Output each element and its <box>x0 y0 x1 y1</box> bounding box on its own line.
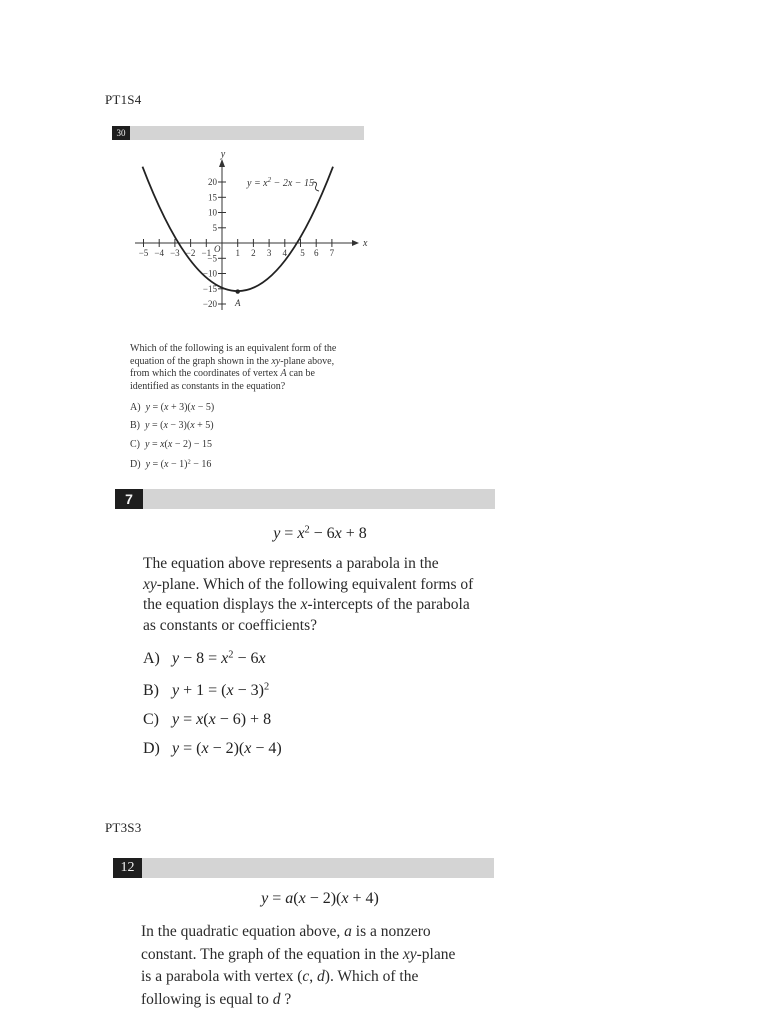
choice-d[interactable]: D) $y = (x - 1)^2 - 16$ <box>130 458 212 470</box>
svg-text:15: 15 <box>208 192 217 203</box>
vertex-point <box>236 289 240 293</box>
curve-equation-label: $y = x^2 - 2x - 15$ <box>247 176 315 189</box>
svg-text:−2: −2 <box>185 248 196 258</box>
question-7-header-bar <box>115 489 495 509</box>
vertex-label: A <box>235 298 241 308</box>
question-12-equation: y = a(x − 2)(x + 4) <box>261 890 379 907</box>
question-number-badge: 7 <box>115 489 143 509</box>
svg-text:−15: −15 <box>202 283 217 294</box>
svg-text:−20: −20 <box>202 299 217 309</box>
svg-text:1: 1 <box>235 248 240 258</box>
y-axis-arrow-icon <box>219 159 225 167</box>
choice-c[interactable]: C) y = x(x − 2) − 15 <box>130 439 212 450</box>
choice-b[interactable]: B) $y + 1 = (x - 3)^2$ <box>143 681 270 699</box>
svg-text:−4: −4 <box>154 248 164 258</box>
question-number-badge: 12 <box>113 858 142 878</box>
section-label-pt1s4: PT1S4 <box>105 92 142 107</box>
question-7-equation: $y = x^2 - 6x + 8$ <box>273 524 367 542</box>
parabola-graph <box>130 145 370 315</box>
svg-text:−5: −5 <box>207 253 217 264</box>
choice-a[interactable]: A) y = (x + 3)(x − 5) <box>130 402 215 413</box>
svg-text:6: 6 <box>313 248 319 258</box>
question-30-header-bar <box>112 126 364 140</box>
choice-c[interactable]: C) y = x(x − 6) + 8 <box>143 711 272 728</box>
choice-b[interactable]: B) y = (x − 3)(x + 5) <box>130 420 214 431</box>
svg-text:5: 5 <box>212 222 217 233</box>
question-12-prompt: In the quadratic equation above, a is a nonzero constant. The graph of the equation in the xy-plane is a parabola with vertex (c, d). Which of the following is equal to d ? <box>141 923 456 1008</box>
y-axis-label: y <box>220 149 226 160</box>
question-number-badge: 30 <box>112 126 130 140</box>
svg-text:2: 2 <box>251 248 256 258</box>
x-axis-arrow-icon <box>352 240 359 246</box>
x-tick-labels <box>139 248 335 258</box>
svg-text:5: 5 <box>300 248 305 258</box>
svg-text:3: 3 <box>266 248 272 258</box>
svg-text:7: 7 <box>329 248 335 258</box>
svg-text:−1: −1 <box>201 248 212 258</box>
origin-label: O <box>214 244 221 254</box>
question-7-prompt: The equation above represents a parabola in the xy-plane. Which of the following equivalent forms of the equation displays the x-intercepts of the parabola as constants or coefficients? <box>143 555 474 634</box>
svg-text:−3: −3 <box>170 248 180 258</box>
svg-text:−5: −5 <box>138 248 149 258</box>
question-12-header-bar <box>113 858 494 878</box>
svg-text:−10: −10 <box>202 268 217 279</box>
x-axis-label: x <box>363 238 368 249</box>
svg-text:20: 20 <box>208 177 217 187</box>
choice-a[interactable]: A) $y - 8 = x^2 - 6x$ <box>143 649 266 667</box>
svg-text:4: 4 <box>282 248 288 258</box>
choice-d[interactable]: D) y = (x − 2)(x − 4) <box>143 740 282 757</box>
question-30-prompt: Which of the following is an equivalent form of the equation of the graph shown in the xy-plane above, from which the coordinates of vertex A can be identified as constants in the equation? <box>130 343 337 392</box>
section-label-pt3s3: PT3S3 <box>105 820 142 835</box>
svg-text:10: 10 <box>208 207 217 218</box>
